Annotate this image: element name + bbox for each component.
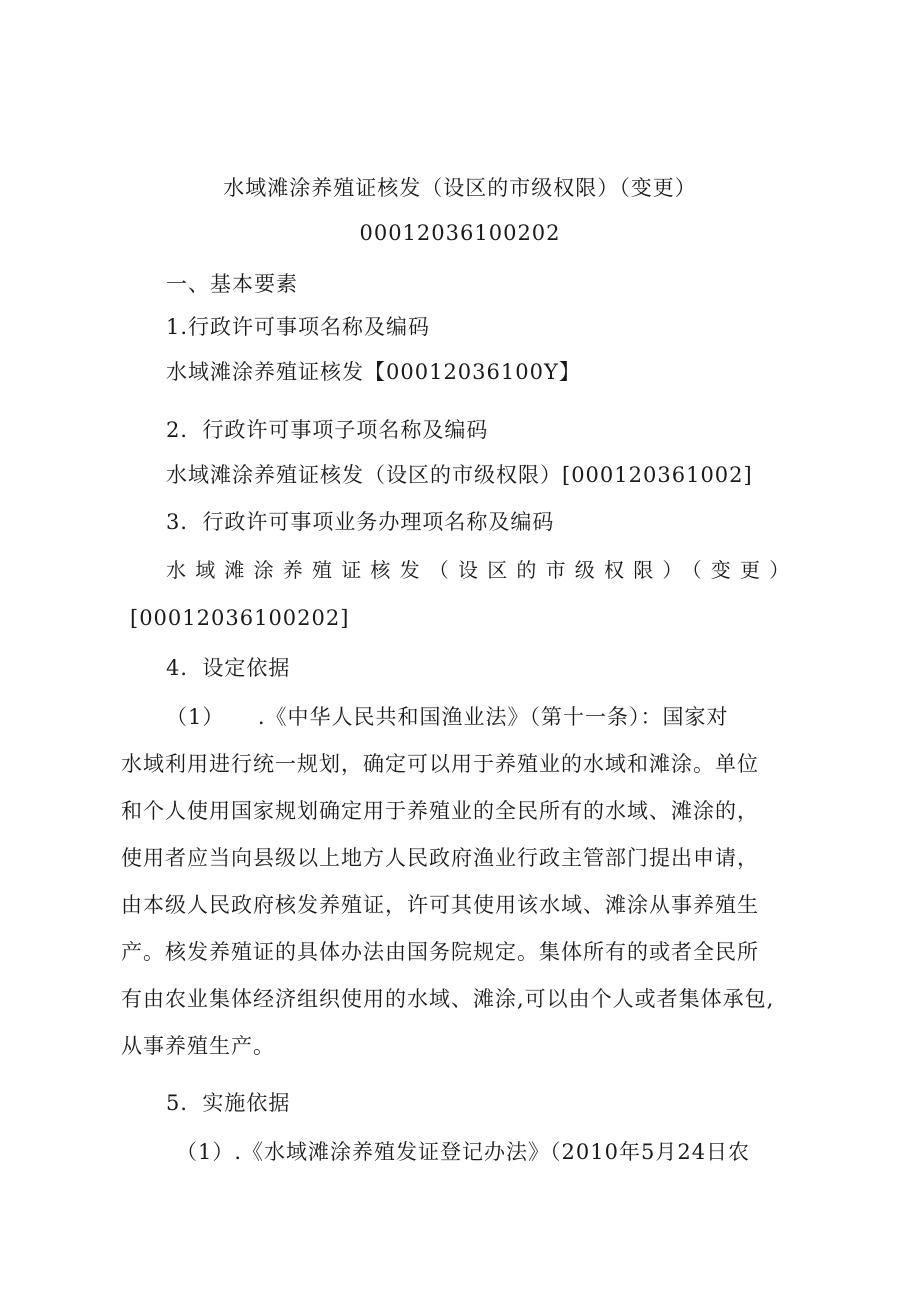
item3-heading: 3．行政许可事项业务办理项名称及编码 bbox=[166, 510, 555, 534]
item4-paragraph-line: 水域利用进行统一规划，确定可以用于养殖业的水域和滩涂。单位 bbox=[121, 752, 759, 776]
document-code: 00012036100202 bbox=[359, 221, 561, 245]
item2-heading: 2．行政许可事项子项名称及编码 bbox=[166, 418, 489, 442]
item4-paragraph-line: 有由农业集体经济组织使用的水域、滩涂,可以由个人或者集体承包, bbox=[121, 987, 775, 1011]
document-title: 水域滩涂养殖证核发（设区的市级权限）（变更） bbox=[223, 176, 697, 200]
item3-value-line1: 水域滩涂养殖证核发（设区的市级权限）（变更） bbox=[166, 558, 799, 582]
item4-paragraph-first-line: （1） .《中华人民共和国渔业法》（第十一条）：国家对 bbox=[166, 705, 729, 729]
item4-paragraph-line: 使用者应当向县级以上地方人民政府渔业行政主管部门提出申请， bbox=[121, 846, 759, 870]
item1-heading: 1.行政许可事项名称及编码 bbox=[166, 315, 431, 339]
item5-paragraph-first-line: （1）.《水域滩涂养殖发证登记办法》（2010年5月24日农 bbox=[176, 1140, 751, 1164]
section-heading-basic-elements: 一、基本要素 bbox=[166, 272, 298, 296]
item5-heading: 5．实施依据 bbox=[166, 1091, 291, 1115]
item4-heading: 4．设定依据 bbox=[166, 656, 291, 680]
item4-paragraph-line: 产。核发养殖证的具体办法由国务院规定。集体所有的或者全民所 bbox=[121, 940, 759, 964]
item1-value: 水域滩涂养殖证核发【00012036100Y】 bbox=[166, 360, 581, 384]
item3-value-line2: [00012036100202] bbox=[130, 606, 350, 630]
item4-paragraph-line: 从事养殖生产。 bbox=[121, 1034, 275, 1058]
item2-value: 水域滩涂养殖证核发（设区的市级权限）[000120361002] bbox=[166, 463, 753, 487]
item4-paragraph-line: 和个人使用国家规划确定用于养殖业的全民所有的水域、滩涂的， bbox=[121, 799, 759, 823]
item4-paragraph-line: 由本级人民政府核发养殖证，许可其使用该水域、滩涂从事养殖生 bbox=[121, 893, 759, 917]
